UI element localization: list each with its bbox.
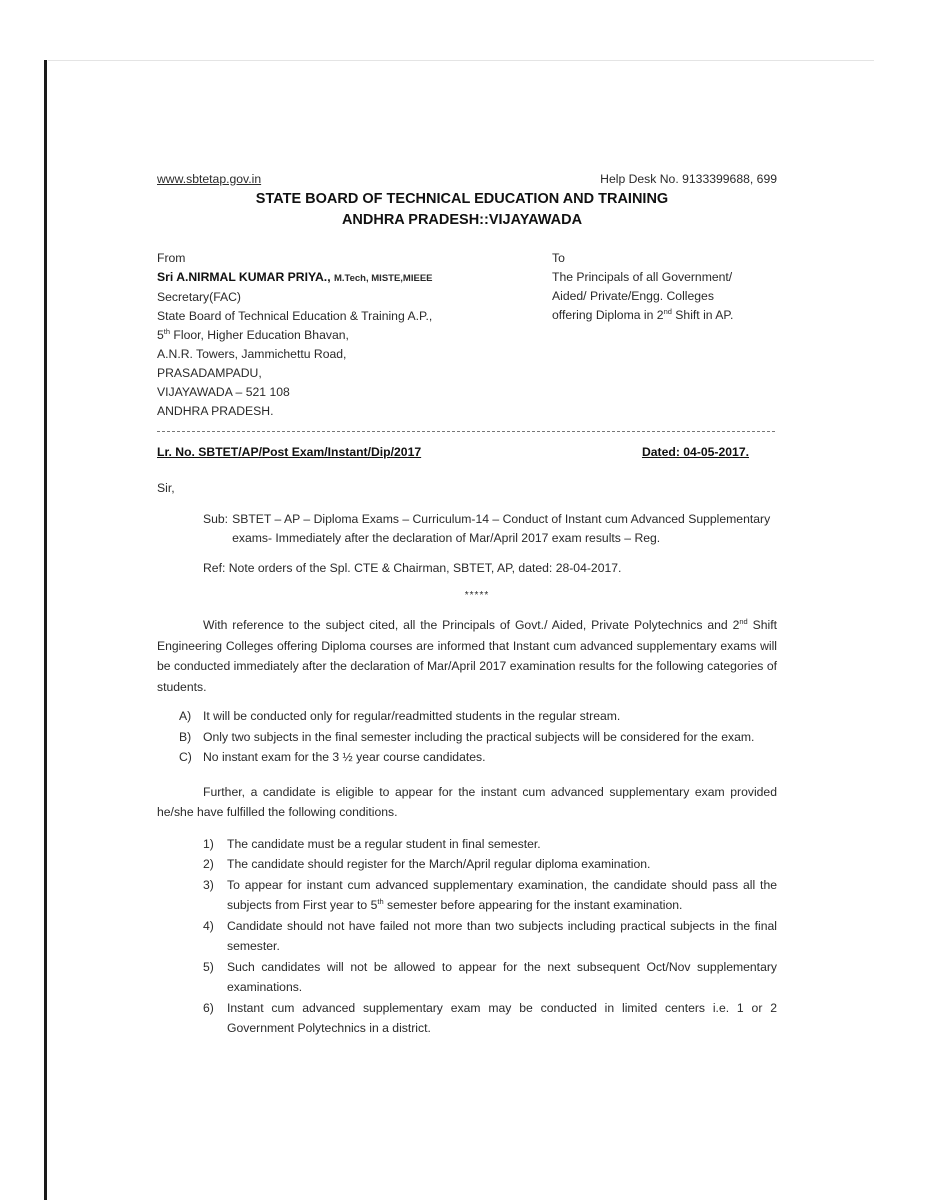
- list-text: Only two subjects in the final semester including the practical subjects will be considered for the exam.: [203, 729, 755, 744]
- list-marker: 6): [203, 1000, 214, 1015]
- sender-address-line: ANDHRA PRADESH.: [157, 404, 274, 418]
- list-marker: 2): [203, 857, 214, 871]
- address-block: [157, 249, 777, 421]
- list-item: [203, 957, 777, 998]
- list-item: [179, 706, 777, 727]
- scan-border-top: [48, 60, 874, 61]
- letter-number: Lr. No. SBTET/AP/Post Exam/Instant/Dip/2017: [157, 445, 422, 459]
- conditions-list: [157, 834, 777, 1039]
- sender-name: Sri A.NIRMAL KUMAR PRIYA.,: [157, 270, 331, 284]
- list-text: Instant cum advanced supplementary exam may be conducted in limited centers i.e. 1 or 2 Government Polytechnics in a district.: [227, 1000, 777, 1035]
- sender-designation: Secretary(FAC): [157, 290, 241, 304]
- letter-date: Dated: 04-05-2017.: [641, 445, 749, 459]
- helpdesk-number: Help Desk No. 9133399688, 699: [600, 172, 777, 186]
- recipient-line: [552, 306, 777, 325]
- body-paragraph-2: Further, a candidate is eligible to appear for the instant cum advanced supplementary exam provided he/she have fulfilled the following conditions.: [157, 784, 777, 819]
- list-marker: A): [179, 709, 192, 723]
- list-text: It will be conducted only for regular/readmitted students in the regular stream.: [203, 709, 621, 723]
- list-text: The candidate should register for the March/April regular diploma examination.: [227, 857, 651, 871]
- org-title-line2: ANDHRA PRADESH::VIJAYAWADA: [341, 212, 583, 228]
- from-address: [157, 249, 552, 421]
- recipient-text: offering Diploma in 2: [552, 308, 664, 322]
- dashed-divider: [157, 431, 775, 432]
- sender-address-line: A.N.R. Towers, Jammichettu Road,: [157, 347, 347, 361]
- subject-line: [203, 510, 777, 548]
- from-label: From: [157, 251, 186, 265]
- list-marker: B): [179, 729, 192, 744]
- recipient-sup: nd: [663, 306, 672, 316]
- recipient-line: The Principals of all Government/: [552, 270, 733, 284]
- recipient-text: Shift in AP.: [671, 308, 734, 322]
- para1-sup: nd: [739, 616, 748, 626]
- reference-row: [157, 443, 777, 462]
- sender-address-line: VIJAYAWADA – 521 108: [157, 385, 290, 399]
- reference-line: Ref: Note orders of the Spl. CTE & Chairman, SBTET, AP, dated: 28-04-2017.: [203, 561, 622, 575]
- letterhead-row: [157, 170, 777, 189]
- floor-suffix: th: [163, 326, 171, 336]
- list-marker: 1): [203, 836, 214, 851]
- body-paragraph-1: [157, 615, 777, 697]
- sender-qualifications: M.Tech, MISTE,MIEEE: [333, 273, 433, 284]
- condition-text: semester before appearing for the instant examination.: [383, 898, 683, 912]
- condition-text: To appear for instant cum advanced supplementary examination, the candidate should pass all the subjects from First year to 5: [227, 877, 777, 912]
- sender-address-line: PRASADAMPADU,: [157, 366, 262, 380]
- list-item: [203, 875, 777, 916]
- salutation: Sir,: [157, 481, 175, 495]
- list-marker: 5): [203, 959, 214, 974]
- sender-name-line: [157, 268, 552, 288]
- letter-page: [157, 170, 777, 1039]
- floor-number: 5: [157, 328, 164, 342]
- to-label: To: [552, 251, 565, 265]
- sender-floor: [157, 326, 552, 345]
- para1-text: Shift Engineering Colleges offering Diploma courses are informed that Instant cum advanced supplementary exams will be conducted immediately after the declaration of Mar/April 2017 examination results for the following categories of students.: [157, 618, 777, 694]
- list-marker: 4): [203, 918, 214, 933]
- para1-text: With reference to the subject cited, all the Principals of Govt./ Aided, Private Polytechnics and 2: [203, 618, 740, 632]
- list-item: [203, 916, 777, 957]
- list-text: The candidate must be a regular student in final semester.: [227, 836, 541, 851]
- list-text: Such candidates will not be allowed to appear for the next subsequent Oct/Nov supplementary examinations.: [227, 959, 777, 994]
- list-item: [203, 834, 777, 855]
- list-marker: C): [179, 750, 192, 764]
- list-item: [203, 998, 777, 1039]
- scan-border-left: [44, 60, 47, 1200]
- list-item: [203, 854, 777, 875]
- separator-stars: *****: [464, 590, 490, 601]
- list-marker: 3): [203, 877, 214, 892]
- categories-list: [157, 706, 777, 768]
- sender-org: State Board of Technical Education & Training A.P.,: [157, 309, 433, 323]
- list-text: No instant exam for the 3 ½ year course candidates.: [203, 750, 486, 764]
- list-item: [179, 747, 777, 768]
- floor-rest: Floor, Higher Education Bhavan,: [170, 328, 349, 342]
- list-text: Candidate should not have failed not more than two subjects including practical subjects in the final semester.: [227, 918, 777, 953]
- list-text: [227, 875, 777, 916]
- recipient-line: Aided/ Private/Engg. Colleges: [552, 289, 714, 303]
- org-title-line1: STATE BOARD OF TECHNICAL EDUCATION AND TRAINING: [255, 191, 669, 207]
- condition-sup: th: [377, 896, 384, 906]
- to-address: [552, 249, 777, 421]
- subject-label: Sub:: [203, 512, 229, 526]
- website-link[interactable]: www.sbtetap.gov.in: [157, 172, 262, 186]
- list-item: [179, 727, 777, 748]
- subject-text: SBTET – AP – Diploma Exams – Curriculum-14 – Conduct of Instant cum Advanced Supplementary exams- Immediately after the declaration of Mar/April 2017 exam results – Reg.: [232, 512, 771, 545]
